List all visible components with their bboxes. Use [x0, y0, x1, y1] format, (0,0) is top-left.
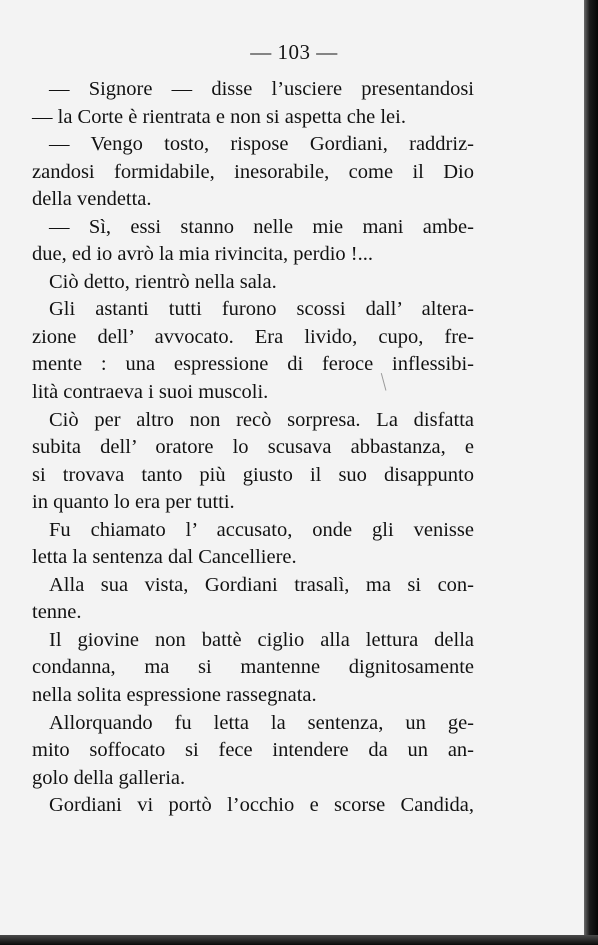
text-line: — la Corte è rientrata e non si aspetta che lei. [32, 105, 406, 128]
text-line: Ciò detto, rientrò nella sala. [49, 270, 277, 293]
text-line: Il giovine non battè ciglio alla lettura della [49, 628, 474, 651]
text-line: mito soffocato si fece intendere da un an- [32, 739, 474, 762]
text-line: condanna, ma si mantenne dignitosamente [32, 656, 474, 679]
text-line: golo della galleria. [32, 766, 186, 789]
text-line: — Sì, essi stanno nelle mie mani ambe- [49, 215, 474, 238]
text-line: Gordiani vi portò l’occhio e scorse Candida, [49, 794, 474, 817]
text-line: zione dell’ avvocato. Era livido, cupo, fre- [32, 325, 474, 348]
text-line: — Signore — disse l’usciere presentandosi [49, 78, 474, 100]
text-line: in quanto lo era per tutti. [32, 491, 235, 514]
text-line: tenne. [32, 601, 82, 624]
text-line: della vendetta. [32, 188, 152, 211]
text-line: Alla sua vista, Gordiani trasalì, ma si con- [49, 573, 474, 596]
text-line: lità contraeva i suoi muscoli. [32, 381, 269, 404]
text-line: zandosi formidabile, inesorabile, come il Dio [32, 160, 474, 183]
text-line: Allorquando fu letta la sentenza, un ge- [49, 711, 474, 734]
text-line: letta la sentenza dal Cancelliere. [32, 546, 297, 569]
page-right-edge [584, 0, 598, 945]
page-bottom-edge [0, 935, 598, 945]
body-text [32, 76, 474, 820]
text-line: si trovava tanto più giusto il suo disappunto [32, 463, 474, 486]
text-line: nella solita espressione rassegnata. [32, 684, 317, 707]
text-line: Fu chiamato l’ accusato, onde gli venisse [49, 518, 474, 541]
page-number: — 103 — [250, 40, 338, 64]
text-line: mente : una espressione di feroce inflessibi- [32, 353, 474, 376]
text-line: subita dell’ oratore lo scusava abbastanza, e [32, 436, 474, 459]
text-line: due, ed io avrò la mia rivincita, perdio !... [32, 243, 373, 266]
text-line: Ciò per altro non recò sorpresa. La disfatta [49, 408, 474, 431]
text-line: — Vengo tosto, rispose Gordiani, raddriz- [49, 133, 474, 156]
text-line: Gli astanti tutti furono scossi dall’ altera- [49, 298, 474, 321]
